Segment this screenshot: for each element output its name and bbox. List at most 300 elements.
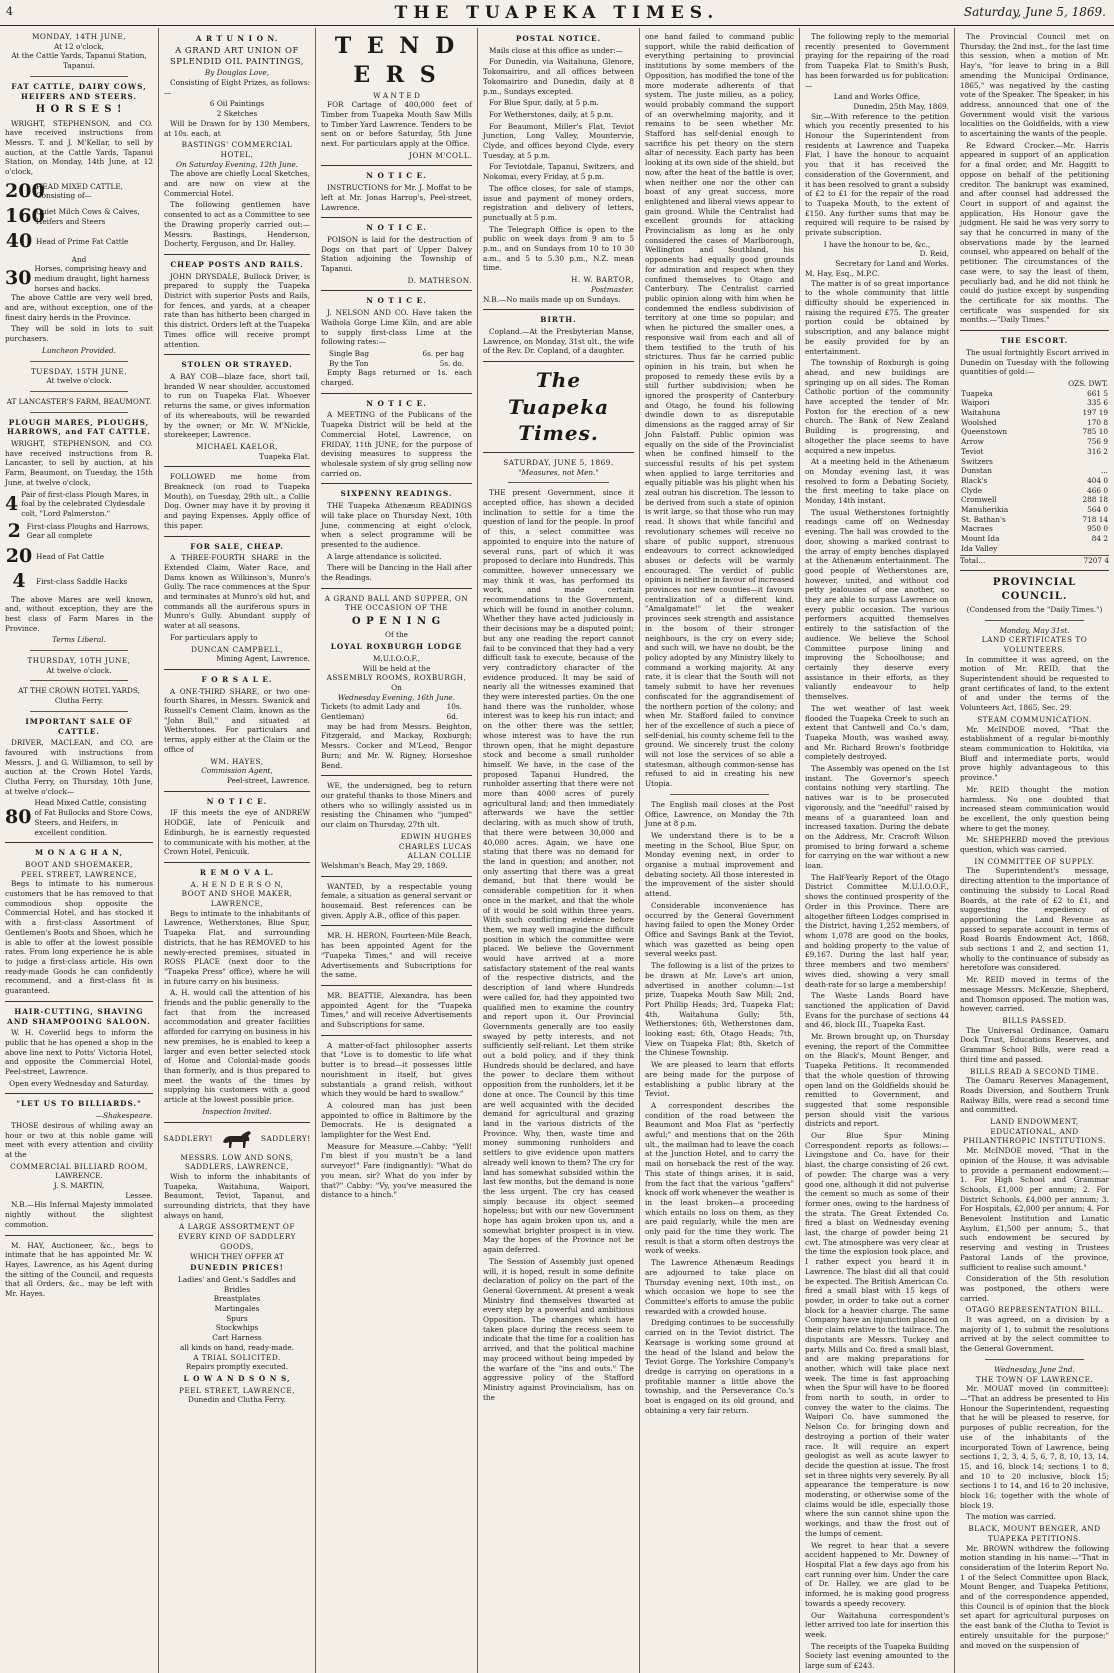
ad-subheading: PEEL STREET, LAWRENCE, [21, 869, 137, 879]
ad-subheading: PEEL STREET, LAWRENCE, [179, 1385, 295, 1395]
news-item: Mr. McINDOE moved, "That the establishment of a regular bi-monthly steam communication to Hokitika, via Bluff and intermediate ports, would prove highly advantageous to this province." [960, 724, 1109, 783]
escort-quantity: 335 6 [1087, 398, 1108, 408]
sale-location: At the Cattle Yards, Tapanui Station, Tapanui. [11, 51, 147, 71]
ad-heading: MESSRS. LOW AND SONS, SADDLERS, LAWRENCE, [180, 1152, 294, 1172]
ad-signature: Mining Agent, Lawrence. [216, 654, 310, 664]
ad-heading: DUNEDIN PRICES! [190, 1263, 284, 1273]
ad-body: DRIVER, MACLEAN, and CO. are favoured with instructions from Messrs. J. and G. Williamson, to sell by auction at the Crown Hotel Yards, Clutha Ferry, on Thursday, 10th June, at twelve o'clock— [5, 738, 153, 796]
saddlery-banner [164, 1128, 310, 1150]
ad-subheading: A LARGE ASSORTMENT OF EVERY KIND OF SADDLERY GOODS, [178, 1222, 296, 1251]
list-item: 6 Oil Paintings [209, 99, 265, 109]
escort-quantity: 718 14 [1082, 514, 1108, 524]
sale-time: At 12 o'clock, [53, 41, 105, 51]
escort-quantity: 404 0 [1087, 475, 1108, 485]
escort-place: Cromwell [961, 495, 997, 505]
ad-heading: N O T I C E. [366, 171, 427, 181]
and-text: And [71, 254, 87, 264]
ad-body: WE, the undersigned, beg to return our grateful thanks to those Miners and others who so willingly assisted us in resisting the Chinamen who "jumped" our claim on Thursday, 27th ult. [321, 781, 472, 830]
news-item: Considerable inconvenience has occurred by the General Government having failed to open the Money Order Office and Savings Bank at the Teviot, which was gazetted as being open several weeks past. [645, 900, 794, 959]
ad-note: Open every Wednesday and Saturday. [9, 1078, 149, 1088]
ad-heading: IMPORTANT SALE OF CATTLE. [25, 716, 133, 736]
ad-subheading: BOOT AND SHOEMAKER, [25, 859, 133, 869]
ad-heading: SIXPENNY READINGS. [340, 489, 453, 499]
editorial-body: one hand failed to command public support, while the rabid deification of everything pertaining to provincial institutions by some members of the Opposition, has modified the tone of the more moderate adherents of that system. The juste milieu, as a policy, would probably command the support of an overwhelming majority, and it remains to be seen whether Mr. Stafford has self-denial enough to sacrifice his pet theory on the stern altar of necessity. Each party has been looking at its own side of the shield, but now, after the heat of the battle is over, when neither one nor the other can boast of any great success, more enlightened and liberal views appear to gain ground. While the Centralist had excellent grounds for attacking Provincialism as long as he only considered the cases of Marlborough, Wellington and Southland, his opponents had equally good grounds for admiration and respect when they confined themselves to Otago and Canterbury. The Centralist carried public opinion along with him when he condemned the endless subdivision of territory at one time so popular; and when he pictured the smaller ones, a responsive wail from each and all of them testified to the truth of his strictures. Thus far he carried public opinion in his train, but when he proposed to remedy these evils by a still further subdivision; when he ignored the prosperity of Canterbury and Otago, he found his following dwindle down to as disreputable dimensions as the ragged array of Sir John Falstaff. Public opinion was equally on the side of the Provincialist when he confined himself to the successful results of his pet system when applied to large territories and equally pitiable was his plight when his zeal outran his discretion. The lesson to be derived from such a state of opinion is writ large, so that those who run may read. It shows that while fanciful and revolutionary schemes will receive no share of public support, strenuous endeavours to correct acknowledged abuses or defects will be warmly encouraged. The verdict of public opinion is neither in favour of increased provinces nor new counties—it favours centralization of a different kind. "Amalgamate!" let the weaker provinces seek strength and assistance in the bosom of their stronger neighbours, is the cry on every side; and such will, we have no doubt, be the policy adopted by any Ministry likely to command a working majority. At any rate, it is clear that the South will not tamely submit to have her revenues confiscated for the aggrandisement of the northern portion of the colony; and when Mr. Stafford failed to convince her of the excellence of such a piece of self-denial, his county scheme fell to the ground. We sincerely trust the colony will not lose the services of so able a statesman, although common-sense has refused to aid in creating his new Utopia. [645, 32, 795, 789]
ad-body: MR. H. HERON, Fourteen-Mile Beach, has been appointed Agent for the "Tuapeka Times," and will receive Advertisements and Subscriptions for the same. [321, 931, 472, 980]
ad-signature: H. W. BARTOR, [570, 275, 634, 285]
editorial-masthead: The Tuapeka Times. [507, 368, 610, 446]
lot-count: 2 [7, 519, 21, 542]
sale-time: At twelve o'clock. [46, 665, 112, 675]
ad-heading: A GRAND ART UNION OF SPLENDID OIL PAINTINGS, [169, 45, 305, 67]
ad-heading: N O T I C E. [366, 223, 427, 233]
notice-body: Mails close at this office as under:— [489, 45, 624, 55]
subsection-heading: LAND ENDOWMENT, EDUCATIONAL, AND PHILANTHROPIC INSTITUTIONS. [963, 1117, 1106, 1146]
ad-heading: R E M O V A L. [199, 867, 275, 877]
news-item: The wet weather of last week flooded the Tuapeka Creek to such an extent that Cantwell and Co.'s dam, Tuapeka Mouth, was washed away, and Mr. Richard Brown's footbridge completely destroyed. [805, 703, 949, 762]
lot-item: 2 First-class Ploughs and Harrows, Gear all complete [5, 519, 153, 544]
news-item: Our Blue Spur Mining Correspondent reports as follows:—Livingstone and Co. have for their blast, the charge consisting of 26 cwt. of powder. The charge was a very good one, although it did not pulverise the cement so much as some of their former ones, owing to the hardness of the strata. The Great Extended Co. fired a blast on Wednesday evening last, the charge of powder being 21 cwt. The atmosphere was very clear at the time the explosion took place, and I rather expect you heard it in Lawrence. The blast did all that could be expected. The British American Co. fired a small blast with 15 kegs of powder, in order to take out a corner block for a heavier charge. The same Company have an injunction placed on their claim relative to the tailrace. The disputants are Messrs. Tuckey and party. Mills and Co. fired a small blast, and are making preparations for another, which will take place next week. The time is fast approaching when the Spur will have to be floored from north to south, in order to convey the water to the claims. The Waipori Co. have summoned the Nelson Co. for bringing down and destroying a portion of their water race. It will require an expert geologist as well as acute lawyer to decide the question at issue. The frost set in three nights very severely. By all appearance the temperature is now moderating, or otherwise some of the claims would be idle, especially those where the sun cannot shine upon the workings, and thaw the frost out of the lumps of cement. [805, 1131, 949, 1538]
escort-quantity: ... [1101, 466, 1108, 476]
escort-place: St. Bathan's [961, 514, 1006, 524]
lot-item: 80 Head Mixed Cattle, consisting of Fat Bullocks and Store Cows, Steers, and Heifers, in excellent condition. [5, 798, 153, 837]
ad-subheading: By Douglas Love, [204, 68, 270, 78]
table-row [960, 398, 1109, 408]
table-header-row: OZS. DWT. [1068, 378, 1108, 388]
editorial-body: The Session of Assembly just opened will, it is hoped, result in some definite declaration of policy on the part of the General Government. At present a weak Ministry find themselves thwarted at every step by a powerful and ambitious Opposition. The changes which have taken place during the recess seem to indicate that the time for a coalition has arrived, and that the political machine may proceed without being impeded by the warfare of the "ins and outs." The aggressive policy of the Stafford Ministry against Provincialism, has on the [483, 1256, 634, 1402]
saddlery-label: SADDLERY! [163, 1133, 213, 1143]
escort-quantity: 661 5 [1087, 388, 1108, 398]
ad-heading: FAT CATTLE, DAIRY COWS, HEIFERS AND STEERS. [11, 81, 147, 101]
news-item: The following is a list of the prizes to be drawn at Mr. Love's art union, advertised in another column:—1st prize, Tuapeka Mouth Saw Mill; 2nd, Port Phillip Heads; 3rd, Tuapeka Flat; 4th, Waitahuna Gully; 5th, Wetherstones; 6th, Wetherstones dam, looking east; 6th, Otago Heads; 7th, View on Tuapeka Flat; 8th, Sketch of the Chinese Township. [645, 961, 794, 1058]
escort-place: Manuherikia [961, 505, 1009, 515]
ad-signature: JOHN M'COLL. [408, 150, 472, 160]
ad-body: WRIGHT, STEPHENSON, and CO. have received instructions from Messrs. T. and J. M'Kellar, to sell by auction, at the Cattle Yards, Tapanui Station, on Monday, 14th June, at 12 o'clock, [5, 118, 153, 177]
list-item: Martingales [214, 1304, 260, 1314]
horse-icon [219, 1128, 255, 1150]
escort-quantity: 197 19 [1082, 408, 1108, 418]
ad-heading: F O R S A L E. [201, 674, 273, 684]
ad-signature: Postmaster. [591, 284, 634, 294]
table-row [960, 418, 1109, 428]
lot-item: 30 Horses, comprising heavy and medium draught, light harness horses and hacks. [5, 264, 150, 293]
ad-body: POISON is laid for the destruction of Dogs on that part of Upper Dalvey Station adjoining the Township of Tapanui. [321, 234, 472, 274]
escort-quantity: 316 2 [1087, 446, 1108, 456]
news-item: Our Waitahuna correspondent's letter arrived too late for insertion this week. [805, 1610, 949, 1639]
escort-place: Waipori [961, 398, 990, 408]
news-item: We regret to hear that a severe accident happened to Mr. Downey of Hospital Flat a few days ago from his cart running over him. Under the care of Dr. Halley, we are glad to be informed, he is making good progress towards a speedy recovery. [805, 1540, 949, 1608]
editorial-motto: "Measures, not Men." [518, 467, 599, 477]
escort-quantity: 84 2 [1091, 534, 1108, 544]
ad-subheading: Of the [385, 630, 408, 640]
ad-signature: D. MATHESON. [407, 275, 472, 285]
ad-body: Will be Drawn for by 130 Members, at 10s. each, at [164, 118, 310, 138]
escort-total-row: Total... 7207 4 [960, 555, 1109, 565]
lot-item: 20 Head of Fat Cattle [5, 544, 153, 569]
news-item: The motion was carried. [966, 1512, 1056, 1522]
escort-quantity: 950 0 [1087, 524, 1108, 534]
ad-heading: LOYAL ROXBURGH LODGE [330, 642, 463, 652]
escort-place: Macraes [961, 524, 993, 534]
news-item: It was agreed, on a division by a majority of 1, to submit the resolutions arrived at by the select committee to the General Government. [960, 1315, 1109, 1354]
column-5 [640, 28, 800, 1673]
escort-place: Black's [961, 475, 988, 485]
ad-body: JOHN DRYSDALE, Bullock Driver, is prepared to supply the Tuapeka District with superior Posts and Rails, for fences, and yards, at a cheaper rate than has hitherto been charged in this district. Orders left at the Tuapeka Times office will receive prompt attention. [164, 271, 310, 349]
table-row [960, 389, 1109, 399]
news-item: Mr. MOUAT moved (in committee):—"That an address be presented to His Honour the Superintendent, requesting that he will be pleased to reserve, for purposes of public recreation, for the use of the inhabitants of the incorporated Town of Lawrence, being sections 1, 2, 3, 4, 5, 6, 7, 8, 10, 13, 14, 15, and 16, block 14; sections 1 to 8, and 10 to 20 inclusive, block 15; sections 1 to 14, and 16 to 20 inclusive, block 16; together with the whole of block 19. [960, 1384, 1109, 1510]
ad-body: A. H. would call the attention of his friends and the public generally to the fact that from the increased accommodation and greater facilities afforded for carrying on business in his new premises, he is enabled to keep a larger and even better selected stock of Home and Colonial-made goods than formerly, and is thus prepared to meet the wants of the times by supplying his customers with a good article at the lowest possible price. [164, 988, 310, 1105]
news-item: The following reply to the memorial recently presented to Government praying for the repairing of the road from Tuapeka Flat to Smith's Bush, has been forwarded us for publication:— [805, 32, 949, 90]
subsection-heading: BILLS PASSED. [1002, 1015, 1067, 1025]
paragraph: A matter-of-fact philosopher asserts that "Love is to domestic to life what butter is to bread—it possesses little nourishment in itself, but gives substantials a grand relish, without which they would be hard to swallow." [321, 1040, 472, 1099]
newspaper-title: THE TUAPEKA TIMES. [394, 3, 720, 23]
table-row [960, 408, 1109, 418]
letter-signature: D. Reid, [919, 249, 949, 259]
notice-body: For Teviotdale, Tapanui, Switzers, and Nokomai, every Friday, at 5 p.m. [483, 162, 634, 182]
ad-heading: O P E N I N G [351, 616, 442, 628]
ad-signature: Welshman's Beach, May 29, 1869. [321, 860, 448, 870]
ad-body: M. HAY, Auctioneer, &c., begs to intimate that he has appointed Mr. W. Hayes, Lawrence, as his Agent during the sitting of the Council, and requests that all Orders, &c., may be left with Mr. Hayes. [5, 1240, 153, 1299]
ad-subheading: W A N T E D [373, 90, 420, 100]
ad-body: MR. BEATTIE, Alexandra, has been appointed Agent for the "Tuapeka Times," and will receive Advertisements and Subscriptions for same. [321, 990, 472, 1030]
table-row [960, 534, 1109, 544]
letter-header: Dunedin, 25th May, 1869. [853, 101, 949, 111]
notice-body: Copland.—At the Presbyterian Manse, Lawrence, on Monday, 31st ult., the wife of the Rev. Dr. Copland, of a daughter. [483, 326, 634, 356]
ad-body: Consisting of Eight Prizes, as follows:— [164, 78, 310, 97]
issue-date: Saturday, June 5, 1869. [963, 5, 1106, 19]
column-3 [316, 28, 478, 1673]
ad-body: There will be Dancing in the Hall after the Readings. [321, 563, 472, 583]
escort-place: Ida Valley [961, 543, 998, 553]
ad-body: A THREE-FOURTH SHARE in the Extended Claim, Water Race, and Dams known as Wilkinson's, Munro's Gully. The race commences at the Spur and terminates at Munro's old hut, and commands all the auriferous spurs in Munro's Gully. Abundant supply of water at all seasons. [164, 553, 310, 631]
news-item: Mr. Brown brought up, on Thursday evening, the report of the Committee on the Black's, Mount Benger, and Tuapeka Petitions. It recommended that the whole question of throwing open land on the Goldfields should be remitted to Government, and suggested that some responsible person should visit the various districts and report. [805, 1032, 949, 1129]
news-item: The township of Roxburgh is going ahead, and new buildings are springing up on all sides. The Roman Catholic portion of the community have accepted the tender of Mr. Poxton for the erection of a new church. The Bank of New Zealand Building is progressing, and altogether the place seems to have acquired a new impetus. [805, 358, 949, 455]
ad-heading: A GRAND BALL AND SUPPER, ON THE OCCASION OF THE [324, 593, 469, 613]
ad-heading: HAIR-CUTTING, SHAVING AND SHAMPOOING SALOON. [7, 1006, 151, 1026]
letter-body: Sir,—With reference to the petition which you recently presented to his Honour the Superintendent from residents at Lawrence and Tuapeka Flat, I have the honour to acquaint you that it has received the consideration of the Government, and it has been resolved to grant a subsidy of £2 to £1 for the repair of the road to Tuapeka Mouth, to the extent of £150. Any further sums that may be required will require to be raised by private subscription. [805, 111, 949, 238]
ad-body: WANTED, by a respectable young female, a situation as general servant or housemaid. Best references can be given. Apply A.B., office of this paper. [321, 881, 472, 920]
table-row [960, 486, 1109, 496]
sale-date: THURSDAY, 10TH JUNE, [27, 656, 131, 666]
letter-recipient: M. Hay, Esq., M.P.C. [805, 268, 880, 278]
lot-count: 20 [5, 544, 33, 567]
ad-body: WRIGHT, STEPHENSON, and CO. have received instructions from R. Lancaster, to sell by auction, at his Farm, Beaumont, on Tuesday, the 15th June, at twelve o'clock, [5, 439, 153, 487]
escort-quantity: 288 18 [1082, 495, 1108, 505]
notice-body: For Beaumont, Miller's Flat, Teviot Junction, Long Valley, Mountervie, Clyde, and offices beyond Clyde, every Tuesday, at 5 p.m. [483, 121, 634, 160]
news-item: Mr. BROWN withdrew the following motion standing in his name:—"That in consideration of the Interim Report No. 1 of the Select Committee upon Black, Mount Benger, and Tuapeka Petitions, and of the correspondence appended, this Council is of opinion that the block set apart for agricultural purposes on the east bank of the Clutha to Teviot is entirely unsuitable for the purpose;" and moved on the suspension of [960, 1543, 1109, 1650]
subsection-heading: THE TOWN OF LAWRENCE. [975, 1374, 1094, 1384]
ad-body: A BAY COB—blaze face, short tail, branded W near shoulder, accustomed to run on Tuapeka Flat. Whoever returns the same, or gives information of its whereabouts, will be rewarded by the owner; or Mr. W. M'Nickle, storekeeper, Lawrence. [164, 371, 310, 440]
ad-body: A MEETING of the Publicans of the Tuapeka District will be held at the Commercial Hotel, Lawrence, on FRIDAY, 11th JUNE, for the purpose of devising measures to suppress the wholesale system of sly grog selling now carried on. [321, 410, 472, 478]
lot-count: 200 [5, 179, 45, 202]
ad-subheading: On [391, 682, 402, 692]
ad-body: The above Cattle are very well bred, and are, without exception, one of the finest dairy herds in the Province. [5, 293, 153, 322]
ad-body: IF this meets the eye of ANDREW HODGE, late of Penicuik and Edinburgh, he is earnestly requested to communicate with his mother, at the Crown Hotel, Penicuik. [164, 808, 310, 857]
ad-signature: ALLAN COLLIE [407, 851, 472, 861]
section-date: Wednesday, June 2nd. [994, 1364, 1075, 1374]
escort-place: Arrow [961, 437, 984, 447]
editorial-date: SATURDAY, JUNE 5, 1869. [503, 457, 614, 467]
news-item: Mr. McINDOE moved, "That in the opinion of the House, it was advisable to provide a permanent endowment:—1. For High School and Grammar Schools, £1,000 per annum; 2. For District Schools, £4,000 per annum; 3. For Hospitals, £2,000 per annum; 4. For Benevolent Institution and Lunatic Asylum, £1,500 per annum; 5., that such endowment be secured by reserving and vesting in Trustees Pastoral Lands of the province, sufficient to realise such amount." [960, 1146, 1109, 1272]
ad-subheading: LAWRENCE, [210, 899, 264, 909]
escort-place: Queenstown [961, 427, 1008, 437]
table-row [960, 447, 1109, 457]
ad-body: They will be sold in lots to suit purchasers. [5, 324, 153, 344]
lot-count: 40 [5, 230, 33, 253]
news-item: At a meeting held in the Athenæum on Monday evening last, it was resolved to form a Debating Society, the first meeting to take place on Monday, 14th instant. [805, 457, 949, 506]
list-item: Stockwhips [215, 1323, 259, 1333]
ad-heading: PLOUGH MARES, PLOUGHS, HARROWS, and FAT CATTLE. [7, 417, 151, 437]
ad-heading: "LET US TO BILLIARDS." [16, 1099, 142, 1109]
news-item: The receipts of the Tuapeka Building Society last evening amounted to the large sum of £243. [805, 1641, 949, 1671]
news-item: The Half-Yearly Report of the Otago District Committee M.U.I.O.O.F., shows the continued prosperity of the Order in this Province. There are altogether fifteen Lodges comprised in the District, having 1,252 members, of whom 1,078 are good on the books, and holding property to the value of £9,167. During the last half year, three members and two members' wives died, showing a very small death-rate for so large a membership! [805, 872, 949, 989]
ad-body: A ONE-THIRD SHARE, or two one-fourth Shares, in Messrs. Swanick and Russell's Cement Claim, known as the "John Bull," and situated at Wetherstones. For particulars and terms, apply either at the Claim or the office of [164, 686, 310, 754]
ad-note: Terms Liberal. [52, 635, 106, 645]
ad-body: THE Tuapeka Athenæum READINGS will take place on Thursday Next, 10th June, commencing at eight o'clock, when a select programme will be presented to the audience. [321, 501, 472, 549]
lot-count: 30 [5, 267, 32, 290]
ad-note: Luncheon Provided. [42, 345, 116, 355]
news-item: Mr. SHEPHERD moved the previous question, which was carried. [960, 835, 1109, 855]
ad-body: For particulars apply to [170, 632, 258, 642]
attribution: —Shakespeare. [95, 1111, 153, 1121]
ad-signature: J. S. MARTIN, [53, 1181, 105, 1191]
escort-place: Switzers [961, 456, 993, 466]
table-row [960, 437, 1109, 447]
sale-date: MONDAY, 14TH JUNE, [31, 32, 127, 41]
news-item: The Provincial Council met on Thursday, the 2nd inst., for the last time this session, when a motion of Mr. Hay's, "for leave to bring in a Bill amending the Municipal Ordinance, 1865," was negatived by the casting vote of the Speaker. The Speaker, in his address, announced that one of the Government would visit the various localities on the Goldfields, with a view to ascertaining the wants of the people. [960, 32, 1109, 139]
ad-signature: Tuapeka Flat. [259, 451, 310, 461]
paragraph: Measure for Measure.—Cabby: "Yell! I'm blest if you mustn't be a land surveyor!" Fare (indignantly): "What do you mean, sir? What do you infer by that?" Cabby: "Vy, you've measured the distance to a hinch." [321, 1141, 472, 1200]
ad-note: Repairs promptly executed. [185, 1362, 289, 1372]
lot-item: 200 HEAD MIXED CATTLE, Consisting of— [5, 179, 153, 204]
section-subheading: (Condensed from the "Daily Times.") [966, 604, 1103, 614]
ad-subheading: ASSEMBLY ROOMS, ROXBURGH, [326, 673, 467, 683]
tenders-heading: T E N D E R S [334, 33, 459, 89]
ad-signature: EDWIN HUGHES [400, 831, 472, 841]
column-1 [0, 28, 159, 1673]
escort-quantity [1040, 544, 1109, 554]
news-item: A correspondent describes the condition of the road between the Beaumont and Moa Flat as "perfectly awful;" and mentions that on the 26th ult., the mailman had to leave the coach at the Junction Hotel, and to carry the mail on horseback the rest of the way. This state of things arises, it is said, from the fact that the various "gaffers" knock off work whenever the weather is in the least broken—a proceeding which entails no loss on them, as they are paid regularly, while the men are only paid for the time they work. The result is that a storm often destroys the work of weeks. [645, 1100, 794, 1256]
price-row: Single Bag 6s. per bag [329, 348, 464, 358]
news-item: The usual fortnightly Escort arrived in Dunedin on Tuesday with the following quantities of gold:— [960, 347, 1109, 377]
subsection-heading: LAND CERTIFICATES TO VOLUNTEERS. [981, 635, 1088, 654]
sale-time: At twelve o'clock. [46, 376, 112, 386]
column-7 [955, 28, 1114, 1673]
ad-subheading: A TRIAL SOLICITED. [193, 1352, 281, 1362]
list-item: all kinds on hand, ready-made. [180, 1342, 294, 1352]
section-heading: PROVINCIAL COUNCIL. [992, 577, 1077, 602]
editorial-body: THE present Government, since it accepted office, has shown a decided inclination to settle for a time the question of land for the people. In proof of this, a select committee was appointed to enquire into the nature of several runs, part of which it was proposed to declare into Hundreds. This committee, however unnecessary we may think it was, has performed its work, and made certain recommendations to the Government, which will be found in another column. Whether they have acted judiciously in their decisions may be a disputed point; but any one reading the report cannot fail to be convinced that they had a very difficult task to execute, because of the very contradictory character of the evidence produced. It may be said of nearly all the witnesses examined that they were interested parties. On the one hand there was the runholder, whose interest was to keep his run intact; and on the other there was the settler, whose interest was to have the run thrown open, that he might depasture stock and become a small runholder himself. We have, in the case of the proposed Tapanui Hundred, the runholder asserting that there were not more than 4000 acres of purely agricultural land; and then immediately afterwards we have the settler declaring, with as much show of truth, that there were between 30,000 and 40,000 acres. Again, we have one stating that there was no demand for the land in question; and another, not only asserting that there was a great demand, but that there would be considerable competition for it when once in the market, and that the whole of it would be sold within three years. With such conflicting evidence before them, we may well imagine the difficult position in which the committee were placed. We believe the Government would have arrived at a more satisfactory statement of the real wants of the respective districts, and the description of land where Hundreds were called for, had they appointed two qualified men to examine the country and report upon it. Our Provincial Governments generally are too easily swayed by petty interests, and not sufficiently self-reliant. Let them strike out a bold policy, and if they think Hundreds should be declared, and have the power to declare them without opposition from the runholders, let it be done at once. The Council by this time are well acquainted with the decided demand for agricultural and grazing land in the various districts of the Province. Why, then, waste time and money summoning runholders and settlers to give evidence upon matters already well known to them? The cry for land has somewhat subsided within the last few months, but the demand is none the less urgent. The cry has ceased simply because its object seemed hopeless; but with our new Government hope has again broken upon us, and a somewhat brighter prospect is in view. May the hopes of the Province not be again deferred. [483, 488, 634, 1255]
table-row [960, 495, 1109, 505]
notice-body: For Blue Spur, daily, at 5 p.m. [489, 98, 599, 108]
news-item: Mr. REID thought the motion harmless. No one doubted that increased steam communication would be excellent, the only question being where to get the money. [960, 784, 1109, 833]
ad-body: The above Mares are well known, and, without exception, they are the best class of Farm Mares in the Province. [5, 594, 153, 633]
escort-quantity [1040, 457, 1109, 467]
saddlery-label: SADDLERY! [261, 1133, 311, 1143]
news-item: Dredging continues to be successfully carried on in the Teviot district. The Kearsage is working some ground at the head of the Island and below the Teviot Gorge. The Yorkshire Company's dredge is carrying on operations in a profitable manner a little above the township, and the Perseverance Co.'s boat is engaged on its old ground, and obtaining a very fair return. [645, 1318, 794, 1415]
ad-heading: STOLEN OR STRAYED. [181, 360, 293, 370]
ad-body: Wish to inform the inhabitants of Tuapeka, Waitahuna, Waipori, Beaumont, Teviot, Tapanui, and surrounding districts, that they have always on hand, [164, 1171, 310, 1220]
ad-body: The above are chiefly Local Sketches, and are now on view at the Commercial Hotel. [164, 169, 310, 198]
sale-location: AT LANCASTER'S FARM, BEAUMONT. [6, 396, 152, 406]
subsection-heading: BILLS READ A SECOND TIME. [970, 1066, 1099, 1076]
ad-signature: Peel-street, Lawrence. [226, 776, 310, 785]
ad-subheading: Dunedin and Clutha Ferry. [188, 1395, 286, 1405]
section-date: Monday, May 31st. [999, 625, 1070, 635]
notice-body: N.B.—No mails made up on Sundays. [483, 294, 621, 304]
escort-place: Teviot [961, 446, 984, 456]
escort-quantity: 756 9 [1087, 437, 1108, 447]
news-item: The matter is of so great importance to the whole community that little difficulty should be experienced in raising the required £75. The greater portion could be obtained by subscription, and any balance might be easily provided for by an entertainment. [805, 278, 949, 356]
table-row [960, 466, 1109, 476]
ad-heading: FOR SALE, CHEAP. [190, 541, 284, 551]
news-item: Mr. REID moved in terms of the message Messrs. McKenzie, Shepherd, and Thomson opposed. The motion was, however, carried. [960, 975, 1109, 1014]
ad-signature: Lessee. [125, 1190, 153, 1200]
ad-signature: WM. HAYES, [210, 756, 264, 766]
ad-note: Inspection Invited. [202, 1106, 272, 1116]
lot-item: 4 Pair of first-class Plough Mares, in foal by the celebrated Clydesdale colt, "Lord Palmerston." [5, 489, 149, 518]
ad-subheading: BASTINGS' COMMERCIAL HOTEL, [181, 140, 293, 159]
ad-subheading: LAWRENCE. [55, 1171, 103, 1181]
notice-body: For Dunedin, via Waitahuna, Glenore, Tokomairiro, and all offices between Tokomairiro and Dunedin, daily at 8 p.m., Sundays excepted. [483, 57, 634, 96]
table-row [960, 476, 1109, 486]
ad-subheading: Will be held at the [362, 663, 431, 673]
ad-heading: CHEAP POSTS AND RAILS. [170, 259, 304, 269]
ad-signature: CHARLES LUCAS [398, 841, 472, 851]
ad-signature: DUNCAN CAMPBELL, [191, 644, 283, 654]
list-item: Spurs [226, 1313, 248, 1323]
ad-subheading: On Saturday Evening, 12th June. [176, 159, 298, 169]
list-item: Ladies' and Gent.'s Saddles and Bridles [178, 1274, 296, 1294]
section-heading: THE ESCORT. [1000, 336, 1069, 346]
ad-signature: MICHAEL KAELOR, [196, 441, 278, 451]
escort-quantity: 466 0 [1087, 485, 1108, 495]
escort-place: Clyde [961, 485, 983, 495]
ad-body: INSTRUCTIONS for Mr. J. Moffat to be left at Mr. Jonas Harrop's, Peel-street, Lawrence. [321, 183, 472, 212]
notice-body: The Telegraph Office is open to the public on week days from 9 am to 5 p.m., and on Sundays from 10 to 10 30 a.m., and 5 to 5.30 p.m., N.Z. mean time. [483, 224, 634, 273]
escort-place: Dunstan [961, 466, 992, 476]
ad-heading: M O N A G H A N, [34, 848, 124, 858]
lot-item: 40 Head of Prime Fat Cattle [5, 229, 153, 254]
news-item: The English mail closes at the Post Office, Lawrence, on Monday the 7th June at 8 p.m. [645, 799, 794, 829]
ad-heading: POSTAL NOTICE. [515, 34, 602, 43]
sale-date: TUESDAY, 15TH JUNE, [30, 366, 128, 376]
news-item: In committee it was agreed, on the motion of Mr. REID, that the Superintendent should be requested to grant certificates of land, to the extent of and under the terms of the Volunteers Act, 1865, Sec. 29. [960, 654, 1109, 713]
subsection-heading: IN COMMITTEE OF SUPPLY. [974, 856, 1095, 866]
news-item: The usual Wetherstones fortnightly readings came off on Wednesday evening. The hall was crowded to the door, showing a marked contrast to the array of empty benches displayed at the Athenæum entertainment. The good people of Wetherstones are, however, united, and without cod petty jealousies of one another, so they are able to surpass Lawrence on every public occasion. The various performers acquitted themselves entirely to the satisfaction of the audience. We believe the School Committee purpose lining and improving the Schoolhouse; and certainly they deserve every assistance in their efforts, as they valiantly endeavour to help themselves. [805, 507, 949, 702]
letter-header: Land and Works Office, [833, 92, 921, 102]
table-row [960, 427, 1109, 437]
lot-count: 80 [5, 806, 32, 829]
masthead [0, 0, 1114, 26]
subsection-heading: OTAGO REPRESENTATION BILL. [965, 1305, 1104, 1315]
page-columns [0, 28, 1114, 1671]
news-item: The Oamaru Reserves Management, Roads Diversion, and Southern Trunk Railway Bills, were read a second time and committed. [960, 1076, 1109, 1115]
ad-body: J. NELSON AND CO. Have taken the Waihola Gorge Lime Kiln, and are able to supply first-class Lime at the following rates:— [321, 308, 472, 347]
lot-item: 160 Quiet Milch Cows & Calves, Heifers and Steers [5, 204, 153, 229]
ad-heading: L O W A N D S O N S, [183, 1373, 291, 1383]
price-row: By the Ton 5s. do. [329, 358, 464, 368]
ad-body: Empty Bags returned or 1s. each charged. [321, 368, 472, 388]
notice-body: For Wetherstones, daily, at 5 p.m. [489, 109, 614, 119]
ad-subheading: BOOT AND SHOE MAKER, [181, 889, 293, 899]
ad-subheading: COMMERCIAL BILLIARD ROOM, [10, 1161, 148, 1171]
ad-body: Begs to intimate to the inhabitants of Lawrence, Wetherstones, Blue Spur, Tuapeka Flat, and surrounding districts, that he has REMOVED to his newly-erected premises, situated in ROSS PLACE (next door to the "Tuapeka Press" office), where he will in future carry on his business. [164, 908, 310, 986]
table-row [960, 457, 1109, 467]
news-item: The Assembly was opened on the 1st instant. The Governor's speech contains nothing very startling. The natives war is to be prosecuted vigorously, and the "needful" raised by means of a guaranteed loan and increased taxation. During the debate on the Address, Mr. Cracroft Wilson promised to bring forward a scheme for carrying on the war without a new loan. [805, 764, 949, 871]
escort-place: Woolshed [961, 417, 997, 427]
lot-count: 160 [5, 205, 45, 227]
letter-signature: Secretary for Land and Works. [835, 259, 949, 269]
ad-body: Begs to intimate to his numerous customers that he has removed to that commodious shop opposite the Commercial Hotel, and has stocked it with a first-class Assortment of Gentlemen's Boots and Shoes, which he is able to offer at the lowest possible rates. From long experience he is able to judge a first-class article. His own ready-made Goods he can confidently recommend, and a first-class fit is guaranteed. [5, 879, 153, 996]
lot-count: 4 [5, 492, 19, 515]
ad-body: The following gentlemen have consented to act as a Committee to see the Drawing properly carried out:—Messrs. Bastings, Henderson, Docherty, Ferguson, and Dr. Halley. [164, 200, 310, 249]
news-item: Re Edward Crocker.—Mr. Harris appeared in support of an application for a final order, and Mr. Haggitt to oppose on behalf of the petitioning creditor. The bankrupt was examined, and after counsel had addressed the Court in support of and against the application, His Honour gave the judgment. He said he was very sorry to say that he concurred in many of the observations made by the learned counsel, who appeared on behalf of the petitioner. The circumstances of the case were, to say the least of them, peculiarly bad, and he did not think he could do justice except by suspending the certificate for six months. The certificate was suspended for six months.—"Daily Times." [960, 140, 1109, 325]
news-item: We understand there is to be a meeting in the School, Blue Spur, on Monday evening next, in order to organise a mutual improvement and debating society. All those interested in the improvement of the sister should attend. [645, 830, 794, 899]
lot-item: 4 First-class Saddle Hacks [5, 569, 153, 594]
ad-subheading: A. H E N D E R S O N, [190, 879, 284, 889]
ad-heading: N O T I C E. [366, 296, 427, 306]
price-row: Tickets (to admit Lady and Gentleman) 10s. 6d. [321, 702, 462, 722]
list-item: 2 Sketches [216, 109, 258, 119]
ad-body: N.B.—His Infernal Majesty immolated nightly without the slightest commotion. [5, 1200, 153, 1229]
table-row [960, 515, 1109, 525]
escort-table [960, 379, 1109, 554]
ad-heading: A R T U N I O N. [195, 34, 279, 43]
escort-quantity: 564 0 [1087, 505, 1108, 515]
table-row [960, 544, 1109, 554]
news-item: Consideration of the 5th resolution was postponed, the others were carried. [960, 1274, 1109, 1303]
subsection-heading: STEAM COMMUNICATION. [977, 714, 1092, 724]
paragraph: A coloured man has just been appointed to office in Baltimore by the Democrats. He is designated a lamplighter for the West End. [321, 1100, 472, 1140]
column-4 [478, 28, 640, 1673]
escort-quantity: 170 8 [1087, 417, 1108, 427]
table-row [960, 524, 1109, 534]
ad-body: FOLLOWED me home from Breakneck (on road to Tuapeka Mouth), on Tuesday, 29th ult., a Collie Dog. Owner may have it by proving it and paying Expenses. Apply office of this paper. [164, 472, 310, 530]
news-item: The Lawrence Athenæum Readings are adjourned to take place on Thursday evening next, 10th inst., on which occasion we hope to see the Committee's efforts to amuse the public rewarded with a crowded house. [645, 1258, 794, 1316]
ad-heading: H O R S E S ! [35, 104, 123, 116]
ad-body: FOR Cartage of 400,000 feet of Timber from Tuapeka Mouth Saw Mills to Timber Yard Lawrence. Tenders to be sent on or before Saturday, 5th June next. For particulars apply at the Office. [321, 100, 472, 149]
ad-subheading: WHICH THEY OFFER AT [190, 1251, 284, 1261]
ad-body: THOSE desirous of whiling away an hour or two at this noble game will meet with every attention and civility at the [5, 1120, 153, 1159]
column-2 [159, 28, 316, 1673]
notice-body: The office closes, for sale of stamps, issue and payment of money orders, registration and delivery of letters, punctually at 5 p.m. [483, 183, 634, 222]
letter-closing: I have the honour to be, &c., [823, 239, 931, 249]
news-item: The Waste Lands Board have sanctioned the application of David Evans for the purchase of sections 44 and 46, block III., Tuapeka East. [805, 991, 949, 1030]
table-row [960, 505, 1109, 515]
lot-count: 4 [12, 570, 26, 593]
ad-body: W. H. Coverlid begs to inform the public that he has opened a shop in the above line next to Potts' Victoria Hotel, and opposite the Commercial Hotel, Peel-street, Lawrence. [5, 1028, 153, 1077]
ad-subheading: M.U.I.O.O.F., [372, 653, 421, 663]
ad-body: may be had from Messrs. Beighton, Fitzgerald, and Mackay, Roxburgh; Messrs. Cocker and M'Leod, Bengor Burn; and Mr. W. Rigney, Horseshoe Bend. [321, 721, 472, 770]
list-item: Breastplates [213, 1294, 261, 1304]
list-item: Cart Harness [212, 1333, 262, 1343]
page-number: 4 [6, 5, 14, 18]
escort-quantity: 785 10 [1082, 427, 1108, 437]
subsection-heading: BLACK, MOUNT BENGER, AND TUAPEKA PETITIONS. [968, 1524, 1101, 1543]
sale-location: AT THE CROWN HOTEL YARDS, Clutha Ferry. [18, 686, 140, 706]
escort-place: Mount Ida [961, 534, 1000, 544]
ad-heading: N O T I C E. [206, 796, 268, 806]
ad-heading: N O T I C E. [366, 398, 427, 408]
column-6 [800, 28, 955, 1673]
news-item: We are pleased to learn that efforts are being made for the purpose of establishing a public library at the Teviot. [645, 1060, 794, 1099]
ad-heading: BIRTH. [540, 315, 577, 325]
escort-place: Waitahuna [961, 408, 1001, 418]
news-item: The Universal Ordinance, Oamaru Dock Trust, Educations Reserves, and Grammar School Bills, were read a third time and passed. [960, 1025, 1109, 1064]
ad-subheading: Wednesday Evening, 16th June. [337, 692, 456, 702]
news-item: The Superintendent's message, directing attention to the importance of continuing the subsidy to Local Road Boards, at the rate of £2 to £1, and suggesting the expediency of apportioning the Land Revenue as passed to separate account in terms of Road Boards Endowment Act, 1868, sub sections 1 and 2, and section 11, wholly to the continuance of subsidy as heretofore was considered. [960, 866, 1109, 973]
ad-signature: Commission Agent, [201, 766, 273, 776]
